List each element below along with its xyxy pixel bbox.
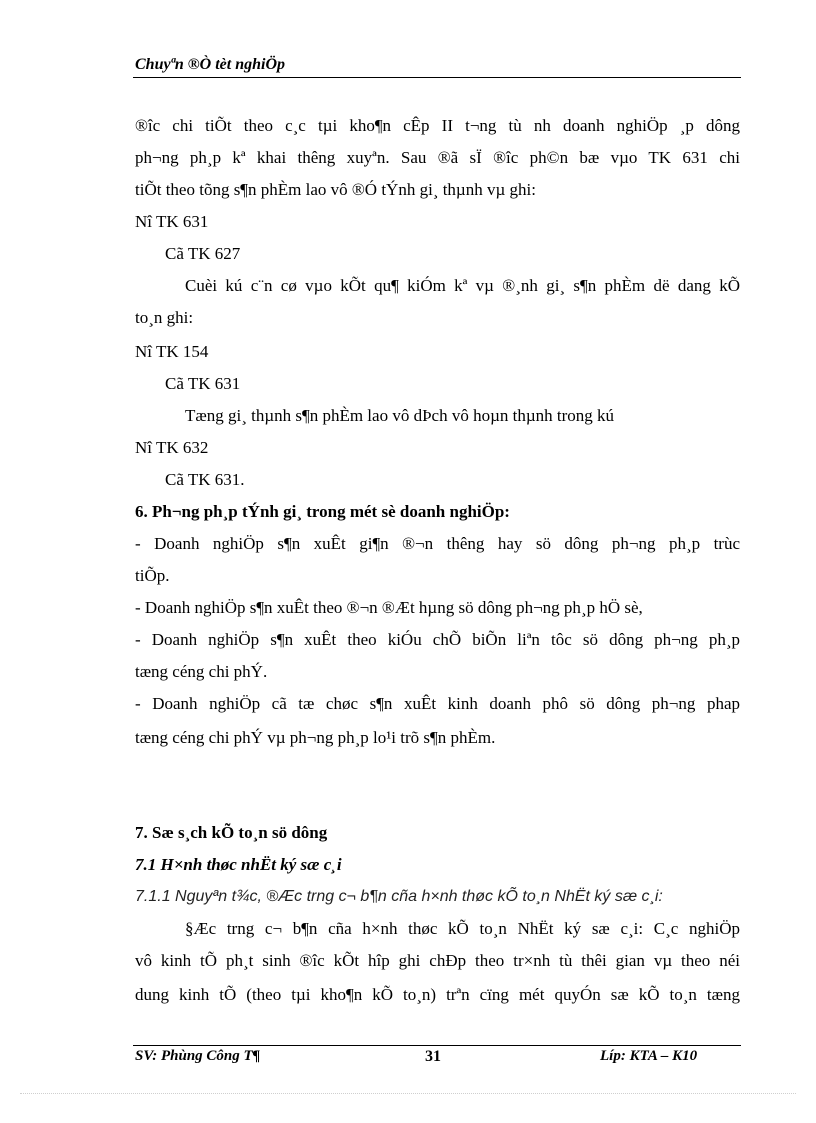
body-line: to¸n ghi: — [135, 308, 194, 327]
body-line: ®îc chi tiÕt theo c¸c tµi kho¶n cÊp II t¬ng tù nh doanh nghiÖp ¸p dông — [135, 116, 740, 135]
section-heading: 6. Ph¬ng ph¸p tÝnh gi¸ trong mét sè doanh nghiÖp: — [135, 502, 510, 521]
body-line: Cuèi kú c¨n cø vµo kÕt qu¶ kiÓm kª vµ ®¸nh gi¸ s¶n phÈm dë dang kÕ — [185, 276, 740, 295]
page-header-title: Chuyªn ®Ò tèt nghiÖp — [135, 56, 286, 73]
body-line: tiÕt theo tõng s¶n phÈm lao vô ®Ó tÝnh gi¸ thµnh vµ ghi: — [135, 180, 536, 199]
body-line: - Doanh nghiÖp s¶n xuÊt gi¶n ®¬n thêng hay sö dông ph¬ng ph¸p trùc — [135, 534, 740, 553]
body-line: vô kinh tÕ ph¸t sinh ®îc kÕt hîp ghi chÐp theo tr×nh tù thêi gian vµ theo néi — [135, 951, 740, 970]
body-line: Cã TK 627 — [165, 244, 241, 263]
body-line: ph¬ng ph¸p kª khai thêng xuyªn. Sau ®ã sÏ ®îc ph©n bæ vµo TK 631 chi — [135, 148, 740, 167]
footer-class: Líp: KTA – K10 — [600, 1048, 698, 1064]
body-line: tæng céng chi phÝ. — [135, 662, 268, 681]
footer-student: SV: Phùng Công T¶ — [135, 1048, 261, 1064]
page-number: 31 — [425, 1048, 441, 1065]
body-line: - Doanh nghiÖp s¶n xuÊt theo kiÓu chÕ biÕn liªn tôc sö dông ph¬ng ph¸p — [135, 630, 740, 649]
body-line: Nî TK 631 — [135, 212, 209, 231]
header-divider — [133, 77, 741, 78]
subsubsection-heading: 7.1.1 Nguyªn t¾c, ®Æc trng c¬ b¶n cña h×nh thøc kÕ to¸n NhËt ký sæ c¸i: — [135, 888, 663, 905]
body-line: Tæng gi¸ thµnh s¶n phÈm lao vô dÞch vô hoµn thµnh trong kú — [185, 406, 615, 425]
body-line: Nî TK 154 — [135, 342, 209, 361]
body-line: - Doanh nghiÖp cã tæ chøc s¶n xuÊt kinh doanh phô sö dông ph¬ng phap — [135, 694, 740, 713]
body-line: §Æc trng c¬ b¶n cña h×nh thøc kÕ to¸n NhËt ký sæ c¸i: C¸c nghiÖp — [185, 919, 740, 938]
body-line: dung kinh tÕ (theo tµi kho¶n kÕ to¸n) trªn cïng mét quyÓn sæ kÕ to¸n tæng — [135, 985, 740, 1004]
body-line: Nî TK 632 — [135, 438, 209, 457]
body-line: Cã TK 631. — [165, 470, 245, 489]
footer-divider — [133, 1045, 741, 1046]
body-line: tiÕp. — [135, 566, 170, 585]
body-line: tæng céng chi phÝ vµ ph¬ng ph¸p lo¹i trõ s¶n phÈm. — [135, 728, 496, 747]
body-line: - Doanh nghiÖp s¶n xuÊt theo ®¬n ®Æt hµng sö dông ph¬ng ph¸p hÖ sè, — [135, 598, 643, 617]
section-heading: 7. Sæ s¸ch kÕ to¸n sö dông — [135, 823, 328, 842]
page-boundary — [20, 1093, 796, 1094]
body-line: Cã TK 631 — [165, 374, 241, 393]
subsection-heading: 7.1 H×nh thøc nhËt ký sæ c¸i — [135, 855, 342, 874]
